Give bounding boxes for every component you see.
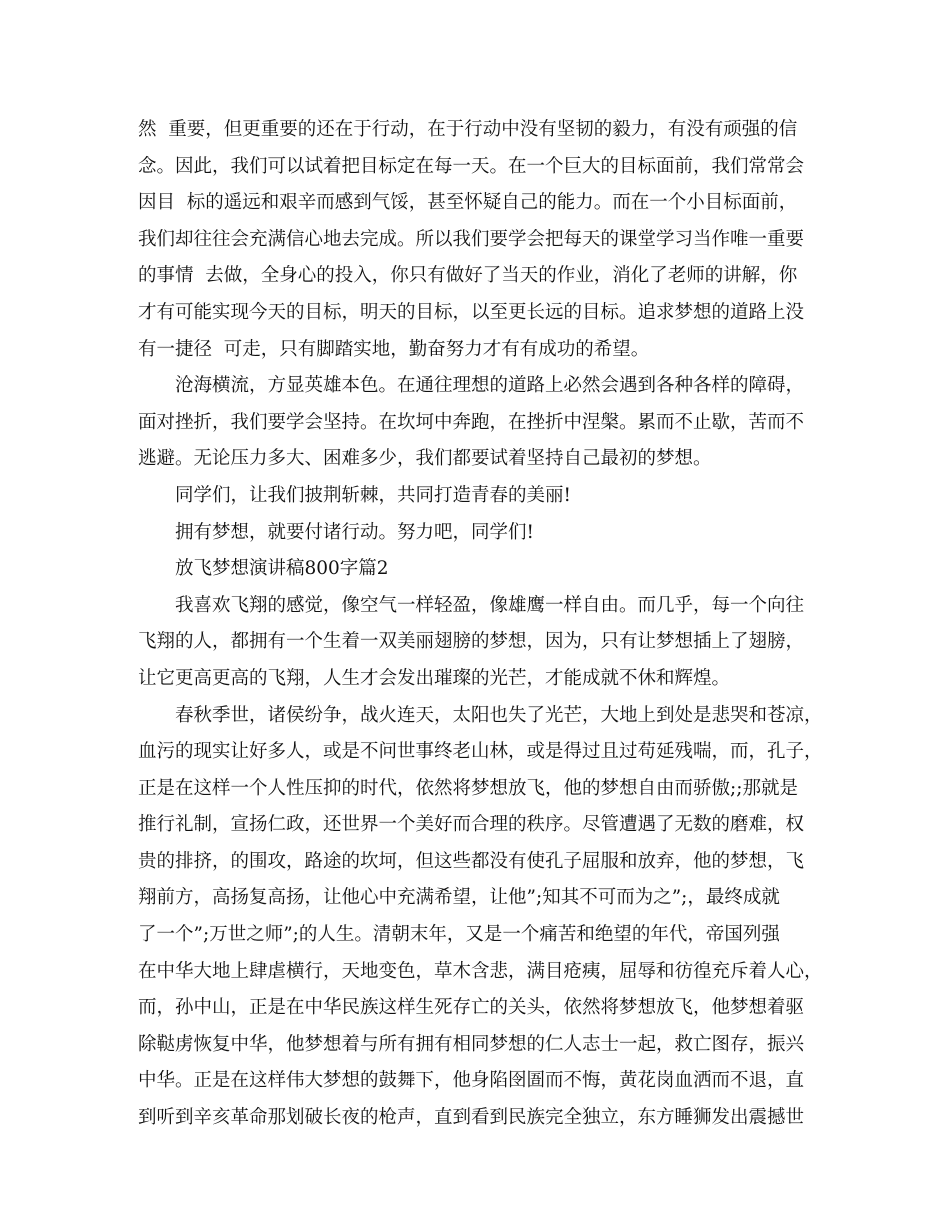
text-line: 我们却往往会充满信心地去完成。所以我们要学会把每天的课堂学习当作唯一重要 xyxy=(138,228,805,250)
text-line: 才有可能实现今天的目标，明天的目标，以至更长远的目标。追求梦想的道路上没 xyxy=(138,301,805,323)
text-line: 有一捷径 可走，只有脚踏实地，勤奋努力才有有成功的希望。 xyxy=(138,338,650,360)
text-line: 而，孙中山，正是在中华民族这样生死存亡的关头，依然将梦想放飞，他梦想着驱 xyxy=(138,997,805,1019)
text-line: 同学们，让我们披荆斩棘，共同打造青春的美丽! xyxy=(175,484,571,506)
text-line: 正是在这样一个人性压抑的时代，依然将梦想放飞，他的梦想自由而骄傲;;那就是 xyxy=(138,777,798,799)
text-line: 逃避。无论压力多大、困难多少，我们都要试着坚持自己最初的梦想。 xyxy=(138,448,712,470)
document-body xyxy=(138,112,828,1137)
text-line: 我喜欢飞翔的感觉，像空气一样轻盈，像雄鹰一样自由。而几乎，每一个向往 xyxy=(175,594,805,616)
text-line: 贵的排挤，的围攻，路途的坎坷，但这些都没有使孔子屈服和放弃，他的梦想，飞 xyxy=(138,850,805,872)
text-line: 了一个”;万世之师”;的人生。清朝末年，又是一个痛苦和绝望的年代，帝国列强 xyxy=(138,924,780,946)
text-line: 放飞梦想演讲稿800字篇2 xyxy=(175,558,389,580)
text-line: 在中华大地上肆虐横行，天地变色，草木含悲，满目疮痍，屈辱和彷徨充斥着人心， xyxy=(138,960,823,982)
text-line: 飞翔的人，都拥有一个生着一双美丽翅膀的梦想，因为，只有让梦想插上了翅膀， xyxy=(138,631,805,653)
text-line: 血污的现实让好多人，或是不问世事终老山林，或是得过且过苟延残喘，而，孔子， xyxy=(138,741,823,763)
text-line: 沧海横流，方显英雄本色。在通往理想的道路上必然会遇到各种各样的障碍， xyxy=(175,375,805,397)
text-line: 除鞑虏恢复中华，他梦想着与所有拥有相同梦想的仁人志士一起，救亡图存，振兴 xyxy=(138,1033,805,1055)
text-line: 让它更高更高的飞翔，人生才会发出璀璨的光芒，才能成就不休和辉煌。 xyxy=(138,667,731,689)
text-line: 到听到辛亥革命那划破长夜的枪声，直到看到民族完全独立，东方睡狮发出震撼世 xyxy=(138,1107,805,1129)
text-line: 拥有梦想，就要付诸行动。努力吧，同学们! xyxy=(175,521,534,543)
text-line: 面对挫折，我们要学会坚持。在坎坷中奔跑，在挫折中涅槃。累而不止歇，苦而不 xyxy=(138,411,805,433)
text-line: 翔前方，高扬复高扬，让他心中充满希望，让他”;知其不可而为之”;，最终成就 xyxy=(138,887,780,909)
text-line: 春秋季世，诸侯纷争，战火连天，太阳也失了光芒，大地上到处是悲哭和苍凉， xyxy=(175,704,823,726)
text-line: 然 重要，但更重要的还在于行动，在于行动中没有坚韧的毅力，有没有顽强的信 xyxy=(138,119,798,140)
text-line: 的事情 去做，全身心的投入，你只有做好了当天的作业，消化了老师的讲解，你 xyxy=(138,265,798,287)
text-line: 中华。正是在这样伟大梦想的鼓舞下，他身陷囹圄而不悔，黄花岗血洒而不退，直 xyxy=(138,1070,805,1092)
text-line: 念。因此，我们可以试着把目标定在每一天。在一个巨大的目标面前，我们常常会 xyxy=(138,155,805,177)
text-line: 因目 标的遥远和艰辛而感到气馁，甚至怀疑自己的能力。而在一个小目标面前， xyxy=(138,192,798,214)
text-line: 推行礼制，宣扬仁政，还世界一个美好而合理的秩序。尽管遭遇了无数的磨难，权 xyxy=(138,814,805,836)
